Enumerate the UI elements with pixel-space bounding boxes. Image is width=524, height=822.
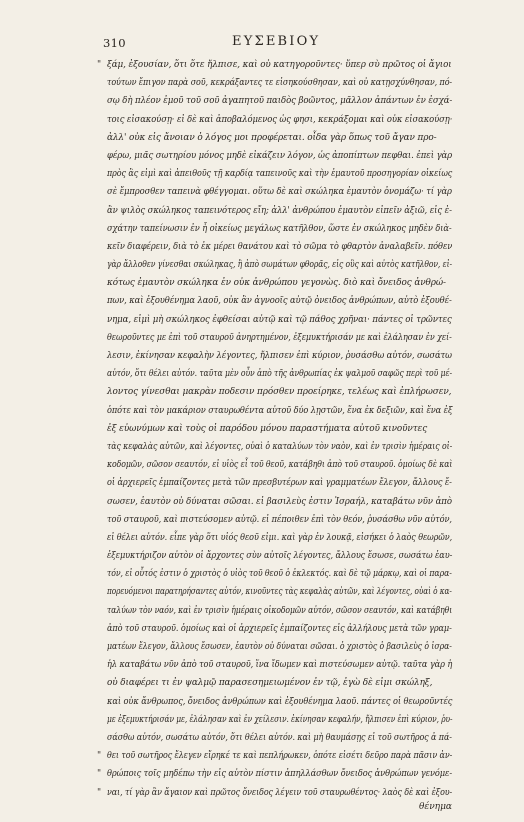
text-line [107,220,452,238]
text-line [107,456,452,474]
line-text: τὰς κεφαλὰς αὐτῶν, καὶ λέγοντες, οὐαὶ ὁ καταλύων τὸν ναὸν, καὶ ἐν τρισὶν ἡμέραις οἰ- [107,441,453,452]
text-line [107,602,452,620]
catchword: θένημα [418,801,452,812]
text-line [107,92,452,110]
text-line [107,383,452,401]
line-text: θει τοῦ σωτῆρος ἔλεγεν εἴρηκέ τε καὶ πεπλήρωκεν, ὁπότε εἰσέτι δεῦρο παρὰ πᾶσιν ἀν- [107,751,453,762]
line-text: τόν, εἰ οὗτός ἐστιν ὁ χριστὸς ὁ υἱὸς τοῦ θεοῦ ὁ ἐκλεκτός. καὶ δὲ τῷ μάρκῳ, καὶ οἱ παρα- [107,569,452,580]
line-text: ἐξεμυκτήριζον αὐτὸν οἱ ἄρχοντες σὺν αὐτοῖς λέγοντες, ἄλλους ἔσωσε, σωσάτω ἑαυ- [107,551,453,562]
line-text: πρὸς ἃς εἰμὶ καὶ ἀπειθοῦς τῇ καρδίᾳ ταπεινοῦς καὶ τὴν ἐμαυτοῦ προσηγορίαν οἰκείως [107,169,453,180]
text-line [107,583,452,601]
text-line [107,202,452,220]
text-line [97,747,453,765]
line-text: σάσθω αὐτόν, σωσάτω αὐτόν, ὅτι θέλει αὐτόν. καὶ μὴ θαυμάσῃς εἰ τοῦ σωτῆρος ἀ πά- [107,732,452,743]
text-line [107,165,452,183]
text-line [107,620,452,638]
text-line [107,511,452,529]
text-line [107,402,452,420]
running-head [0,34,500,54]
line-text: ταλύων τὸν ναόν, καὶ ἐν τρισὶν ἡμέραις οἰκοδομῶν αὐτόν, σῶσον σεαυτόν, καὶ κατάβηθι [107,605,453,616]
text-line [107,111,452,129]
line-text: κοδομῶν, σῶσον σεαυτόν, εἰ υἱὸς εἶ τοῦ θεοῦ, κατάβηθι ἀπὸ τοῦ σταυροῦ. ὁμοίως δὲ καὶ [107,460,453,471]
line-text: πορευόμενοι παρατηρήσαντες αὐτόν, κινοῦντες τὰς κεφαλὰς αὐτῶν, καὶ λέγοντες, οὐαὶ ὁ κα- [107,587,452,598]
text-line [97,56,452,74]
margin-quote-marker: " [97,787,102,798]
text-line [107,274,452,292]
margin-quote-marker: " [97,769,102,780]
text-line [107,638,452,656]
line-text: σχάτην ταπείνωσιν ἐν ἧ οἰκείως μεγάλως κατῆλθον, ὥστε ἐν σκώληκος μηδὲν διὰ- [107,223,452,234]
text-line [107,256,452,274]
line-text: καὶ οὐκ ἄνθρωπος, ὄνειδος ἀνθρώπων καὶ ἐξουθένημα λαοῦ. πάντες οἱ θεωροῦντές [107,696,453,707]
line-text: οὐ διαφέρει τι ἐν ψαλμῷ παρασεσημειωμένον ἐν τῷ, ἐγὼ δὲ εἰμι σκώληξ, [107,678,433,689]
text-line [107,474,452,492]
body-text [97,56,453,820]
line-text: ἐξ εὐωνύμων καὶ τοὺς οἱ παρόδου μόνου παραστήματα αὐτοῦ κινοῦντες [107,423,428,434]
text-line [107,147,452,165]
line-text: εἰ θέλει αὐτόν. εἶπε γὰρ ὅτι υἱός θεοῦ εἰμι. καὶ γὰρ ἐν λουκᾷ, εἰσήκει ὁ λαὸς θεωρῶν, [107,532,453,543]
text-line [107,311,452,329]
running-title: ΕΥΣΕΒΙΟΥ [232,34,321,49]
line-text: ἀπὸ τοῦ σταυροῦ. ὁμοίως καὶ οἱ ἀρχιερεῖς ἐμπαίζοντες εἰς ἀλλήλους μετὰ τῶν γραμ- [107,623,452,634]
line-text: οἱ ἀρχιερεῖς ἐμπαίζοντες μετὰ τῶν πρεσβυτέρων καὶ γραμματέων ἔλεγον, ἄλλους ἔ- [107,478,452,489]
text-line [107,656,452,674]
line-text: σῳ δὴ πλέον ἐμοῦ τοῦ σοῦ ἀγαπητοῦ παιδὸς βοῶντος, μᾶλλον ἀπάντων ἐν ἐσχά- [107,96,453,107]
page-number: 310 [103,36,126,50]
text-line [107,329,452,347]
text-line [107,547,452,565]
margin-quote-marker: " [97,60,102,70]
line-text: λοντος γίνεσθαι μακρὰν ποδεσιν πρόσθεν προείρηκε, τελέως καὶ ἐπλήρωσεν, [107,387,452,398]
text-line [107,292,452,310]
line-text: τοις εἰσακούσῃ· εἰ δὲ καὶ ἀποβαλόμενος ὡς φησι, κεκράξομαι καὶ οὐκ εἰσακούσῃ· [107,114,453,125]
text-line [97,784,453,802]
text-line [107,565,452,583]
margin-quote-marker: " [97,751,102,762]
line-text: ἡλ καταβάτω νῦν ἀπὸ τοῦ σταυροῦ, ἵνα ἴδωμεν καὶ πιστεύσωμεν αὐτῷ. ταῦτα γὰρ ἡ [107,660,453,671]
catchword-line [107,802,452,820]
text-line [107,493,452,511]
line-text: λεσιν, ἐκίνησαν κεφαλὴν λέγοντες, ἤλπισεν ἐπὶ κύριον, ῥυσάσθω αὐτόν, σωσάτω [107,351,452,361]
text-line [107,238,452,256]
line-text: κότως ἐμαυτὸν σκώληκα ἐν οὐκ ἀνθρώπου γεγονὼς. διὸ καὶ ὄνειδος ἀνθρώ- [107,278,446,289]
line-text: κεῖν διαφέρειν, διὰ τὸ ἐκ μέρει θανάτου καὶ τὸ σῶμα τὸ φθαρτὸν ἀναλαβεῖν. πόθεν [107,241,453,252]
text-line [107,365,452,383]
line-text: με ἐξεμυκτήρισάν με, ἐλάλησαν καὶ ἐν χείλεσιν. ἐκίνησαν κεφαλήν, ἤλπισεν ἐπὶ κύριον, ῥυ- [107,714,453,725]
text-line [107,420,452,438]
text-line [107,674,452,692]
line-text: πων, καὶ ἐξουθένημα λαοῦ, οὐκ ἂν ἀγνοοῖς αὐτῷ ὀνειδος ἀνθρώπων, αὐτὸ ἐξουθέ- [107,296,452,307]
line-text: ὁπότε καὶ τὸν μακάριον σταυρωθέντα αὐτοῦ δύο λῃστῶν, ἕνα ἐκ δεξιῶν, καὶ ἕνα ἐξ [107,405,453,416]
line-text: θεωροῦντες με ἐπὶ τοῦ σταυροῦ ἀνηρτημένον, ἐξεμυκτήρισάν με καὶ ἐλάλησαν ἐν χεί- [107,332,452,343]
text-line [107,711,452,729]
line-text: ἂν ψιλὸς σκώληκος ταπεινότερος εἴη; ἀλλ' ἀνθρώπου ἐμαυτὸν εἰπεῖν ἀξιῶ, εἰς ἐ- [107,205,452,216]
text-line [107,347,452,365]
text-line [107,183,452,201]
text-line [107,129,452,147]
line-text: γὰρ ἄλλοθεν γίνεσθαι σκώληκας, ἢ ἀπὸ σωμάτων φθορᾶς, εἰς οὓς καὶ αὐτὸς κατῆλθον, εἰ- [107,260,452,271]
text-line [97,765,453,783]
line-text: φέρω, μιᾶς σωτηρίου μόνος μηδὲ εἰκάζειν λόγον, ὡς ἀποπίπτων πεφθαι. ἐπεὶ γὰρ [107,150,453,161]
line-text: σωσεν, ἑαυτὸν οὐ δύναται σῶσαι. εἰ βασιλεὺς ἐστιν Ἰσραήλ, καταβάτω νῦν ἀπὸ [107,496,452,507]
line-text: αὐτόν, ὅτι θέλει αὐτόν. ταῦτα μὲν οὖν ἀπὸ τῆς ἀνθρωπίας ἐκ ψαλμοῦ σαφῶς περὶ τοῦ μέ- [107,369,453,380]
text-line [107,729,452,747]
line-text: σὲ ἔμπροσθεν ταπεινὰ φθέγγομαι. οὕτω δὲ καὶ σκώληκα ἐμαυτὸν ὀνομάζω· τί γὰρ [107,187,452,198]
line-text: ναι, τί γὰρ ἂν ἄγαιον καὶ πρῶτος ὄνειδος λέγειν τοῦ σταυρωθέντος· λαὸς δὲ καὶ ἐξου- [107,787,453,798]
line-text: θρώποις τοῖς μηδέπω τὴν εἰς αὐτὸν πίστιν ἀπηλλάσθων ὄνειδος ἀνθρώπων γενόμε- [107,769,453,780]
line-text: ξάμ, ἐξουσίαν, ὅτι ὅτε ἤλπισε, καὶ οὐ κατηγοροῦντες· ὕπερ σὺ πρῶτος οἱ ἄγιοι [107,60,452,70]
line-text: ἀλλ' οὐκ εἰς ἄνοιαν ὁ λόγος μοι προφέρεται. οἶδα γὰρ ὅπως τοῦ ἄγαν προ- [107,132,437,143]
line-text: τούτων ἔπιγον παρὰ σοῦ, κεκράξαντες τε εἰσηκούσθησαν, καὶ οὐ κατῃσχύνθησαν, πό- [107,78,453,89]
line-text: τοῦ σταυροῦ, καὶ πιστεύσομεν αὐτῷ. εἰ πέποιθεν ἐπὶ τὸν θεόν, ῥυσάσθω νῦν αὐτόν, [107,514,452,525]
text-line [107,74,452,92]
line-text: ματέων ἔλεγον, ἄλλους ἔσωσεν, ἑαυτὸν οὐ δύναται σῶσαι. ὁ χριστὸς ὁ βασιλεὺς ὁ ἰσρα- [107,642,452,652]
text-line [107,438,452,456]
text-line [107,529,452,547]
line-text: νημα, εἰμὶ μὴ σκώληκος ἐφθείσαι αὐτῷ καὶ τῷ πάθος χρῆναι· πάντες οἱ τρῶντες [107,314,452,325]
text-line [107,693,452,711]
